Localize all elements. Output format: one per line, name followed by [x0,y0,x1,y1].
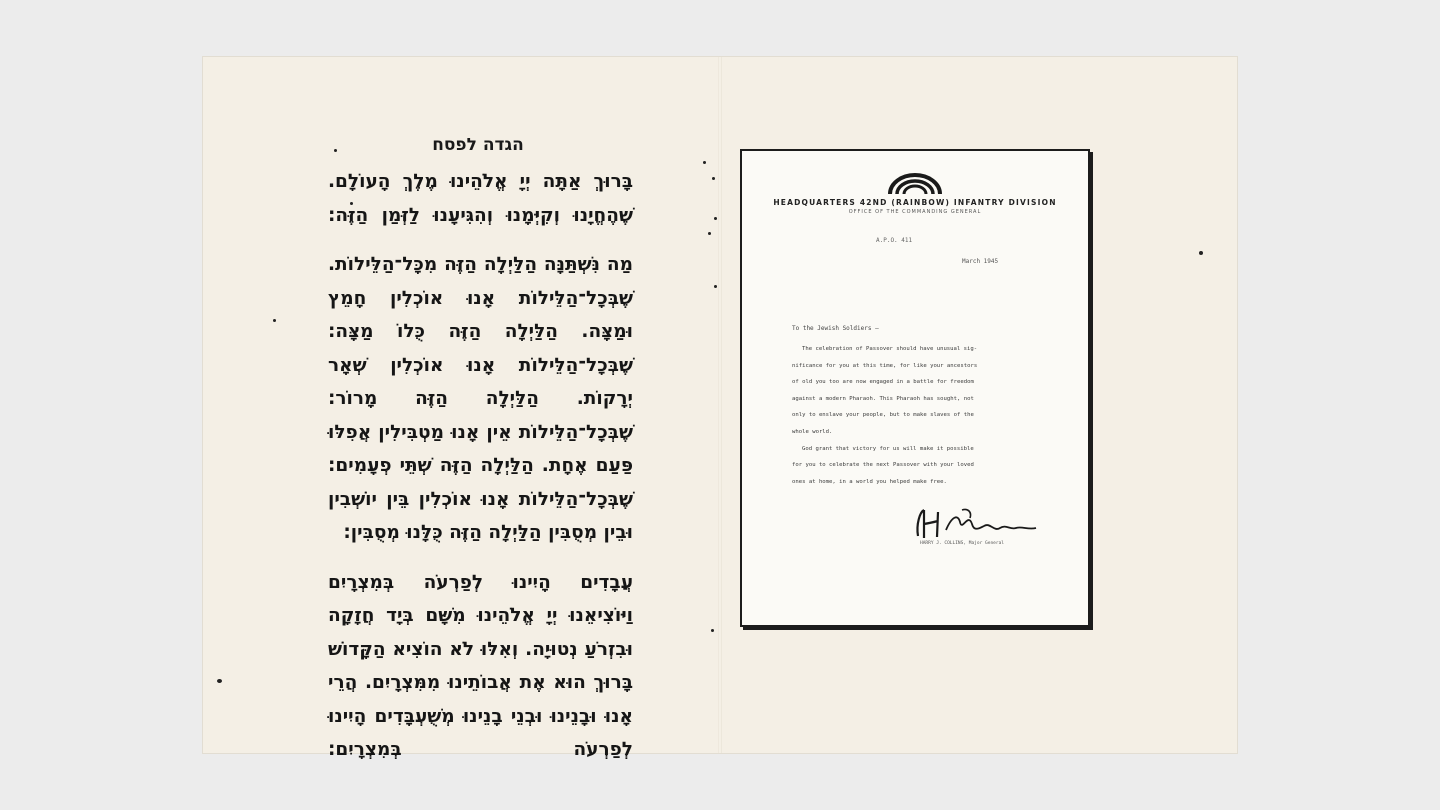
blessing-paragraph: בָּרוּךְ אַתָּה יְיָ אֱלֹהֵינוּ מֶלֶךְ הָעוֹלָם. שֶׁהֶחֱיָנוּ וְקִיְּמָנוּ וְהִגִּיעָנוּ לַזְּמַן הַזֶּה: [328,171,633,226]
ink-speck [273,319,276,322]
letter-date: March 1945 [962,258,999,265]
letter-line: The celebration of Passover should have unusual sig- [802,346,978,352]
letterhead-title: HEADQUARTERS 42ND (RAINBOW) INFANTRY DIVISION [773,198,1057,207]
haggadah-title: הגדה לפסח [432,135,524,155]
letter-line: of old you too are now engaged in a battle for freedom [792,379,974,386]
hebrew-text-block [328,165,633,783]
right-page [722,57,1237,753]
ink-speck [1199,251,1203,255]
left-page [203,57,718,760]
rainbow-emblem-icon [887,173,943,195]
letter-place: A.P.O. 411 [876,237,913,244]
letterhead-subtitle: OFFICE OF THE COMMANDING GENERAL [848,209,982,215]
ink-speck [703,161,706,164]
commanding-general-letter [740,149,1090,627]
ink-speck [334,149,337,152]
letter-line: whole world. [792,428,833,435]
letter-salutation: To the Jewish Soldiers — [792,325,879,332]
ink-speck [350,202,353,205]
letter-line: nificance for you at this time, for like your ancestors [792,362,978,369]
letter-line: God grant that victory for us will make it possible [802,445,974,452]
ink-speck [711,629,714,632]
ink-speck [714,217,717,220]
letter-body [792,341,1057,490]
ink-speck [217,679,222,683]
four-questions-paragraph: מַה נִּשְׁתַּנָּה הַלַּיְלָה הַזֶּה מִכָּל־הַלֵּילוֹת. שֶׁבְּכָל־הַלֵּילוֹת אָנוּ אוֹכְלִין חָמֵץ וּמַצָּה. הַלַּיְלָה הַזֶּה כֻּלוֹ מַצָּה: שֶׁבְּכָל־הַלֵּילוֹת אָנוּ אוֹכְלִין שְׁאָר יְרָקוֹת. הַלַּיְלָה הַזֶּה מָרוֹר: שֶׁבְּכָל־הַלֵּילוֹת אֵין אָנוּ מַטְבִּילִין אֲפִלּוּ פַּעַם אֶחָת. הַלַּיְלָה הַזֶּה שְׁתֵּי פְעָמִים: שֶׁבְּכָל־הַלֵּילוֹת אָנוּ אוֹכְלִין בֵּין יוֹשְׁבִין וּבֵין מְסֻבִּין הַלַּיְלָה הַזֶּה כֻּלָּנוּ מְסֻבִּין: [328,254,633,543]
ink-speck [708,232,711,235]
haggadah-spread [203,57,1237,760]
letter-line: against a modern Pharaoh. This Pharaoh has sought, not [792,395,974,402]
letter-line: ones at home, in a world you helped make free. [792,478,947,485]
avadim-paragraph: עֲבָדִים הָיִינוּ לְפַרְעֹה בְּמִצְרָיִם וַיּוֹצִיאֵנוּ יְיָ אֱלֹהֵינוּ מִשָּׁם בְּיָד חֲזָקָה וּבִזְרֹעַ נְטוּיָה. וְאִלּוּ לֹא הוֹצִיא הַקָּדוֹשׁ בָּרוּךְ הוּא אֶת אֲבוֹתֵינוּ מִמִּצְרָיִם. הֲרֵי אָנוּ וּבָנֵינוּ וּבְנֵי בָנֵינוּ מְשֻׁעְבָּדִים הָיִינוּ לְפַרְעֹה בְּמִצְרָיִם: [328,571,633,760]
letter-line: for you to celebrate the next Passover with your loved [792,462,974,469]
ink-speck [712,177,715,180]
signature-icon [912,506,1042,542]
signature-caption: HARRY J. COLLINS, Major General [920,541,1004,546]
letter-line: only to enslave your people, but to make slaves of the [792,412,974,419]
ink-speck [714,285,717,288]
